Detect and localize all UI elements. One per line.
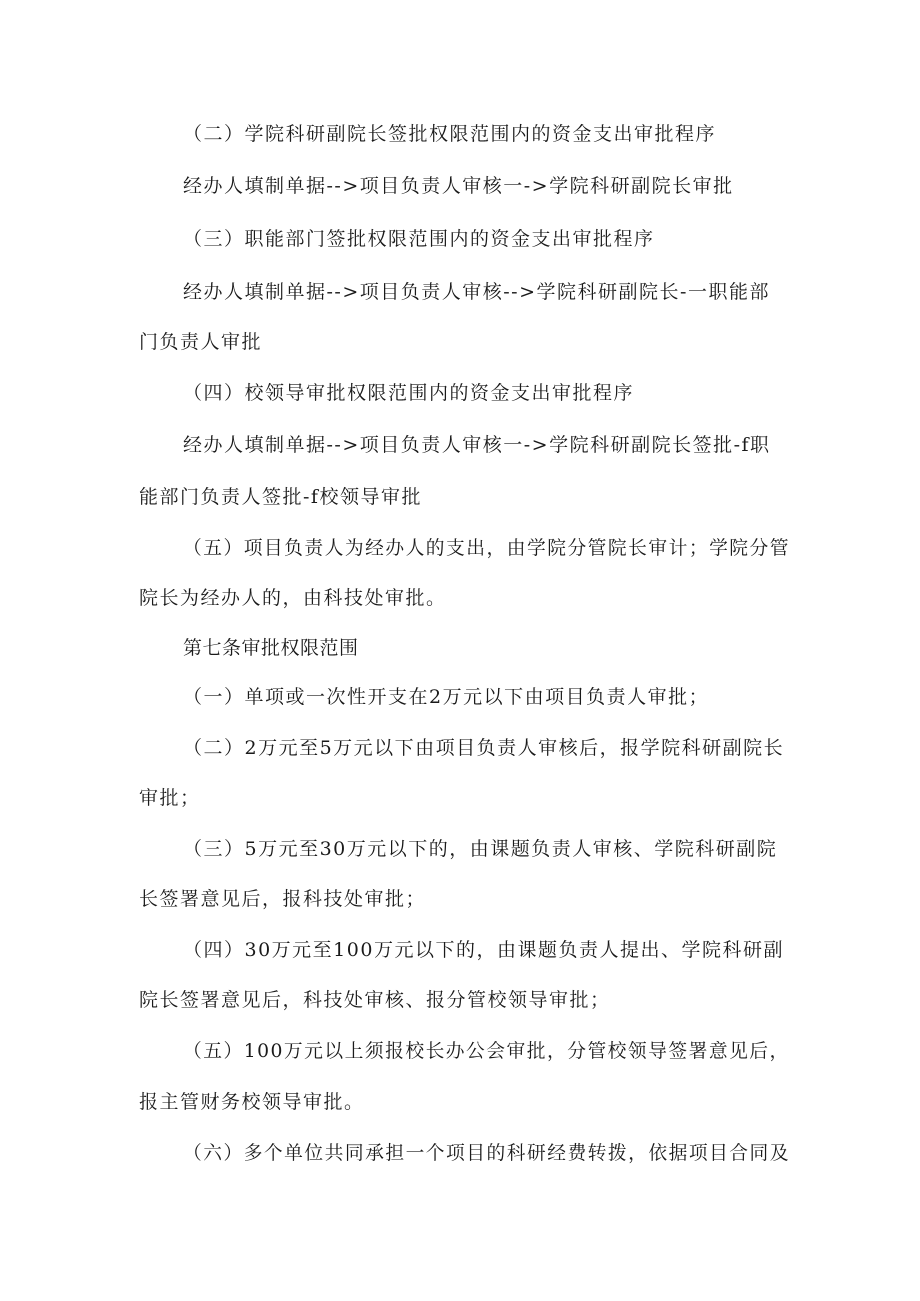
limit-item-six: （六）多个单位共同承担一个项目的科研经费转拨，依据项目合同及: [183, 1142, 791, 1164]
procedure-flow-two: 经办人填制单据-->项目负责人审核一->学院科研副院长审批: [183, 175, 734, 197]
limit-item-three: （三）5万元至30万元以下的，由课题负责人审核、学院科研副院: [183, 838, 778, 860]
procedure-heading-two: （二）学院科研副院长签批权限范围内的资金支出审批程序: [183, 123, 717, 145]
procedure-flow-four: 经办人填制单据-->项目负责人审核一->学院科研副院长签批-f职: [183, 434, 771, 456]
limit-item-one: （一）单项或一次性开支在2万元以下由项目负责人审批；: [183, 686, 710, 708]
limit-item-two: （二）2万元至5万元以下由项目负责人审核后，报学院科研副院长: [183, 737, 785, 759]
limit-item-five: （五）100万元以上须报校长办公会审批，分管校领导签署意见后，: [183, 1040, 790, 1062]
article-seven-title: 第七条审批权限范围: [183, 637, 359, 659]
limit-item-three-cont: 长签署意见后，报科技处审批；: [139, 888, 427, 910]
procedure-item-five: （五）项目负责人为经办人的支出，由学院分管院长审计；学院分管: [183, 537, 791, 559]
limit-item-four: （四）30万元至100万元以下的，由课题负责人提出、学院科研副: [183, 939, 784, 961]
procedure-heading-three: （三）职能部门签批权限范围内的资金支出审批程序: [183, 228, 655, 250]
procedure-flow-three: 经办人填制单据-->项目负责人审核-->学院科研副院长-一职能部: [183, 281, 770, 303]
procedure-flow-four-cont: 能部门负责人签批-f校领导审批: [139, 486, 422, 508]
limit-item-four-cont: 院长签署意见后，科技处审核、报分管校领导审批；: [139, 989, 611, 1011]
procedure-flow-three-cont: 门负责人审批: [139, 331, 263, 353]
procedure-item-five-cont: 院长为经办人的，由科技处审批。: [139, 587, 447, 609]
limit-item-two-cont: 审批；: [139, 787, 201, 809]
limit-item-five-cont: 报主管财务校领导审批。: [139, 1091, 365, 1113]
procedure-heading-four: （四）校领导审批权限范围内的资金支出审批程序: [183, 382, 635, 404]
